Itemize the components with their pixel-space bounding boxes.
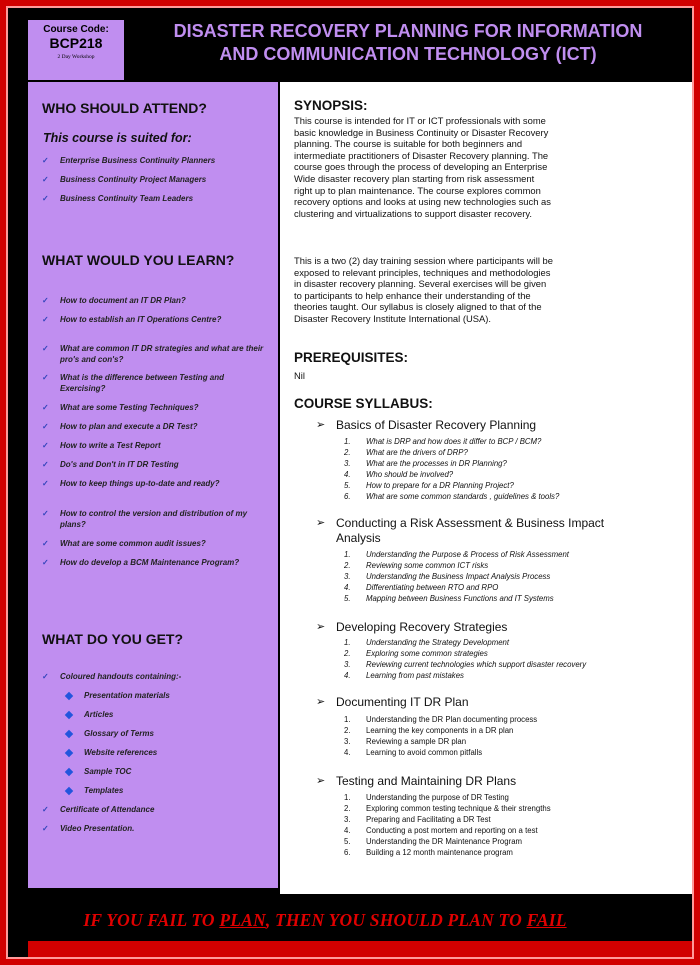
- check-icon: ✓: [42, 156, 49, 165]
- what-do-you-get-heading: WHAT DO YOU GET?: [42, 631, 184, 647]
- learn-item: ✓ What are some common audit issues?: [42, 539, 206, 548]
- syllabus-topic: 5. How to prepare for a DR Planning Project?: [344, 481, 514, 490]
- syllabus-topic: 4. Learning from past mistakes: [344, 671, 464, 680]
- handout-item: Presentation materials: [66, 691, 170, 700]
- diamond-bullet-icon: [65, 787, 73, 795]
- learn-item: ✓ How to write a Test Report: [42, 441, 161, 450]
- check-icon: ✓: [42, 460, 49, 469]
- diamond-bullet-icon: [65, 711, 73, 719]
- who-should-attend-heading: WHO SHOULD ATTEND?: [42, 100, 207, 116]
- learn-item: ✓ What are common IT DR strategies and what are their pro's and con's?: [42, 344, 264, 364]
- what-would-you-learn-heading: WHAT WOULD YOU LEARN?: [42, 252, 235, 268]
- footer-bottom-strip: [28, 941, 692, 959]
- check-icon: ✓: [42, 539, 49, 548]
- syllabus-topic: 4. Learning to avoid common pitfalls: [344, 748, 483, 757]
- page-inner: [6, 6, 694, 959]
- syllabus-topic: 2. Exploring some common strategies: [344, 649, 488, 658]
- syllabus-topic: 2. Reviewing some common ICT risks: [344, 561, 489, 570]
- learn-item: ✓ How to document an IT DR Plan?: [42, 296, 186, 305]
- learn-item: ✓ What is the difference between Testing and Exercising?: [42, 373, 225, 393]
- learn-item: ✓ How do develop a BCM Maintenance Program?: [42, 558, 240, 567]
- syllabus-topic: 1. Understanding the Strategy Development: [344, 638, 510, 647]
- syllabus-topic: 2. Learning the key components in a DR plan: [344, 726, 514, 735]
- course-title: [128, 20, 688, 66]
- handout-item: Glossary of Terms: [66, 729, 154, 738]
- course-code: BCP218: [49, 35, 103, 51]
- synopsis-paragraph-2: This is a two (2) day training session where participants will be exposed to relevant principles, techniques and methodologies in disaster recovery planning. Several exercises will be given to participants to help enhance their understanding of the theories taught. Our syllabus is closely aligned to that of the Disaster Recovery Institute International (USA).: [294, 255, 553, 324]
- left-column: [28, 82, 278, 888]
- syllabus-module: ➢ Developing Recovery Strategies: [316, 620, 508, 634]
- check-icon: ✓: [42, 479, 49, 488]
- arrow-bullet-icon: ➢: [316, 696, 326, 708]
- syllabus-topic: 3. Reviewing current technologies which support disaster recovery: [344, 660, 587, 669]
- syllabus-topic: 1. Understanding the DR Plan documenting process: [344, 715, 538, 724]
- check-icon: ✓: [42, 175, 49, 184]
- handout-item: Articles: [66, 710, 113, 719]
- attendee-item: ✓ Business Continuity Team Leaders: [42, 194, 194, 203]
- diamond-bullet-icon: [65, 692, 73, 700]
- learn-item: ✓ How to plan and execute a DR Test?: [42, 422, 198, 431]
- course-code-box: [28, 20, 124, 80]
- right-column: [280, 82, 692, 894]
- learn-item: ✓ Do's and Don't in IT DR Testing: [42, 460, 179, 469]
- syllabus-module: ➢ Conducting a Risk Assessment & Business Impact Analysis: [316, 516, 605, 545]
- footer-banner: [28, 901, 692, 941]
- prerequisites-heading: PREREQUISITES:: [294, 350, 409, 365]
- attendee-item: ✓ Business Continuity Project Managers: [42, 175, 207, 184]
- check-icon: ✓: [42, 509, 49, 518]
- course-syllabus-heading: COURSE SYLLABUS:: [294, 396, 433, 411]
- syllabus-topic: 1. Understanding the Purpose & Process of Risk Assessment: [344, 550, 569, 559]
- diamond-bullet-icon: [65, 768, 73, 776]
- learn-item: ✓ How to establish an IT Operations Centre?: [42, 315, 222, 324]
- arrow-bullet-icon: ➢: [316, 621, 326, 633]
- check-icon: ✓: [42, 441, 49, 450]
- diamond-bullet-icon: [65, 730, 73, 738]
- workshop-duration: 2 Day Workshop: [57, 54, 95, 60]
- arrow-bullet-icon: ➢: [316, 419, 326, 431]
- syllabus-module: ➢ Basics of Disaster Recovery Planning: [316, 418, 537, 432]
- check-icon: ✓: [42, 558, 49, 567]
- synopsis-paragraph-1: This course is intended for IT or ICT professionals with some basic knowledge in Business Continuity or Disaster Recovery planning. The course is suitable for both beginners and intermediate practitioners of Disaster Recovery planning. The course goes through the process of developing an Enterprise Wide disaster recovery plan starting from risk assessment right up to plan maintenance. The course explores common recovery options and looks at using new technologies such as clustering and virtualizations to support disaster recovery.: [294, 115, 551, 219]
- suited-for-heading: This course is suited for:: [43, 131, 192, 145]
- syllabus-topic: 3. Reviewing a sample DR plan: [344, 737, 467, 746]
- course-title-line2: AND COMMUNICATION TECHNOLOGY (ICT): [219, 44, 597, 64]
- get-item: ✓ Coloured handouts containing:-: [42, 672, 182, 681]
- syllabus-module: ➢ Documenting IT DR Plan: [316, 695, 469, 709]
- syllabus-module: ➢ Testing and Maintaining DR Plans: [316, 774, 517, 788]
- learn-item: ✓ What are some Testing Techniques?: [42, 403, 199, 412]
- header: [8, 8, 692, 82]
- syllabus-topic: 6. What are some common standards , guidelines & tools?: [344, 492, 560, 501]
- learn-item: ✓ How to control the version and distribution of my plans?: [42, 509, 248, 529]
- syllabus-topic: 5. Understanding the DR Maintenance Program: [344, 837, 523, 846]
- get-item: ✓ Video Presentation.: [42, 824, 135, 833]
- check-icon: ✓: [42, 373, 49, 382]
- syllabus-topic: 1. Understanding the purpose of DR Testing: [344, 793, 509, 802]
- attendee-item: ✓ Enterprise Business Continuity Planners: [42, 156, 216, 165]
- syllabus-topic: 2. What are the drivers of DRP?: [344, 448, 468, 457]
- get-item: ✓ Certificate of Attendance: [42, 805, 155, 814]
- syllabus-topic: 5. Mapping between Business Functions and IT Systems: [344, 594, 554, 603]
- syllabus-topic: 3. What are the processes in DR Planning?: [344, 459, 507, 468]
- check-icon: ✓: [42, 344, 49, 353]
- check-icon: ✓: [42, 403, 49, 412]
- syllabus-topic: 4. Who should be involved?: [344, 470, 454, 479]
- handout-item: Website references: [66, 748, 157, 757]
- syllabus-topic: 3. Understanding the Business Impact Analysis Process: [344, 572, 551, 581]
- syllabus-topic: 6. Building a 12 month maintenance program: [344, 848, 513, 857]
- arrow-bullet-icon: ➢: [316, 517, 326, 529]
- check-icon: ✓: [42, 672, 49, 681]
- handout-item: Sample TOC: [66, 767, 131, 776]
- handout-item: Templates: [66, 786, 123, 795]
- check-icon: ✓: [42, 296, 49, 305]
- check-icon: ✓: [42, 194, 49, 203]
- check-icon: ✓: [42, 422, 49, 431]
- diamond-bullet-icon: [65, 749, 73, 757]
- course-code-label: Course Code:: [43, 24, 109, 35]
- prerequisites-value: Nil: [294, 370, 305, 381]
- check-icon: ✓: [42, 824, 49, 833]
- learn-item: ✓ How to keep things up-to-date and ready?: [42, 479, 220, 488]
- syllabus-topic: 2. Exploring common testing technique & their strengths: [344, 804, 551, 813]
- syllabus-topic: 1. What is DRP and how does it differ to BCP / BCM?: [344, 437, 542, 446]
- check-icon: ✓: [42, 315, 49, 324]
- arrow-bullet-icon: ➢: [316, 775, 326, 787]
- syllabus-topic: 4. Differentiating between RTO and RPO: [344, 583, 499, 592]
- synopsis-heading: SYNOPSIS:: [294, 98, 368, 113]
- slogan: IF YOU FAIL TO PLAN, THEN YOU SHOULD PLAN TO FAIL: [83, 910, 567, 930]
- syllabus-topic: 4. Conducting a post mortem and reporting on a test: [344, 826, 538, 835]
- course-title-line1: DISASTER RECOVERY PLANNING FOR INFORMATION: [173, 21, 643, 41]
- syllabus-topic: 3. Preparing and Facilitating a DR Test: [344, 815, 491, 824]
- check-icon: ✓: [42, 805, 49, 814]
